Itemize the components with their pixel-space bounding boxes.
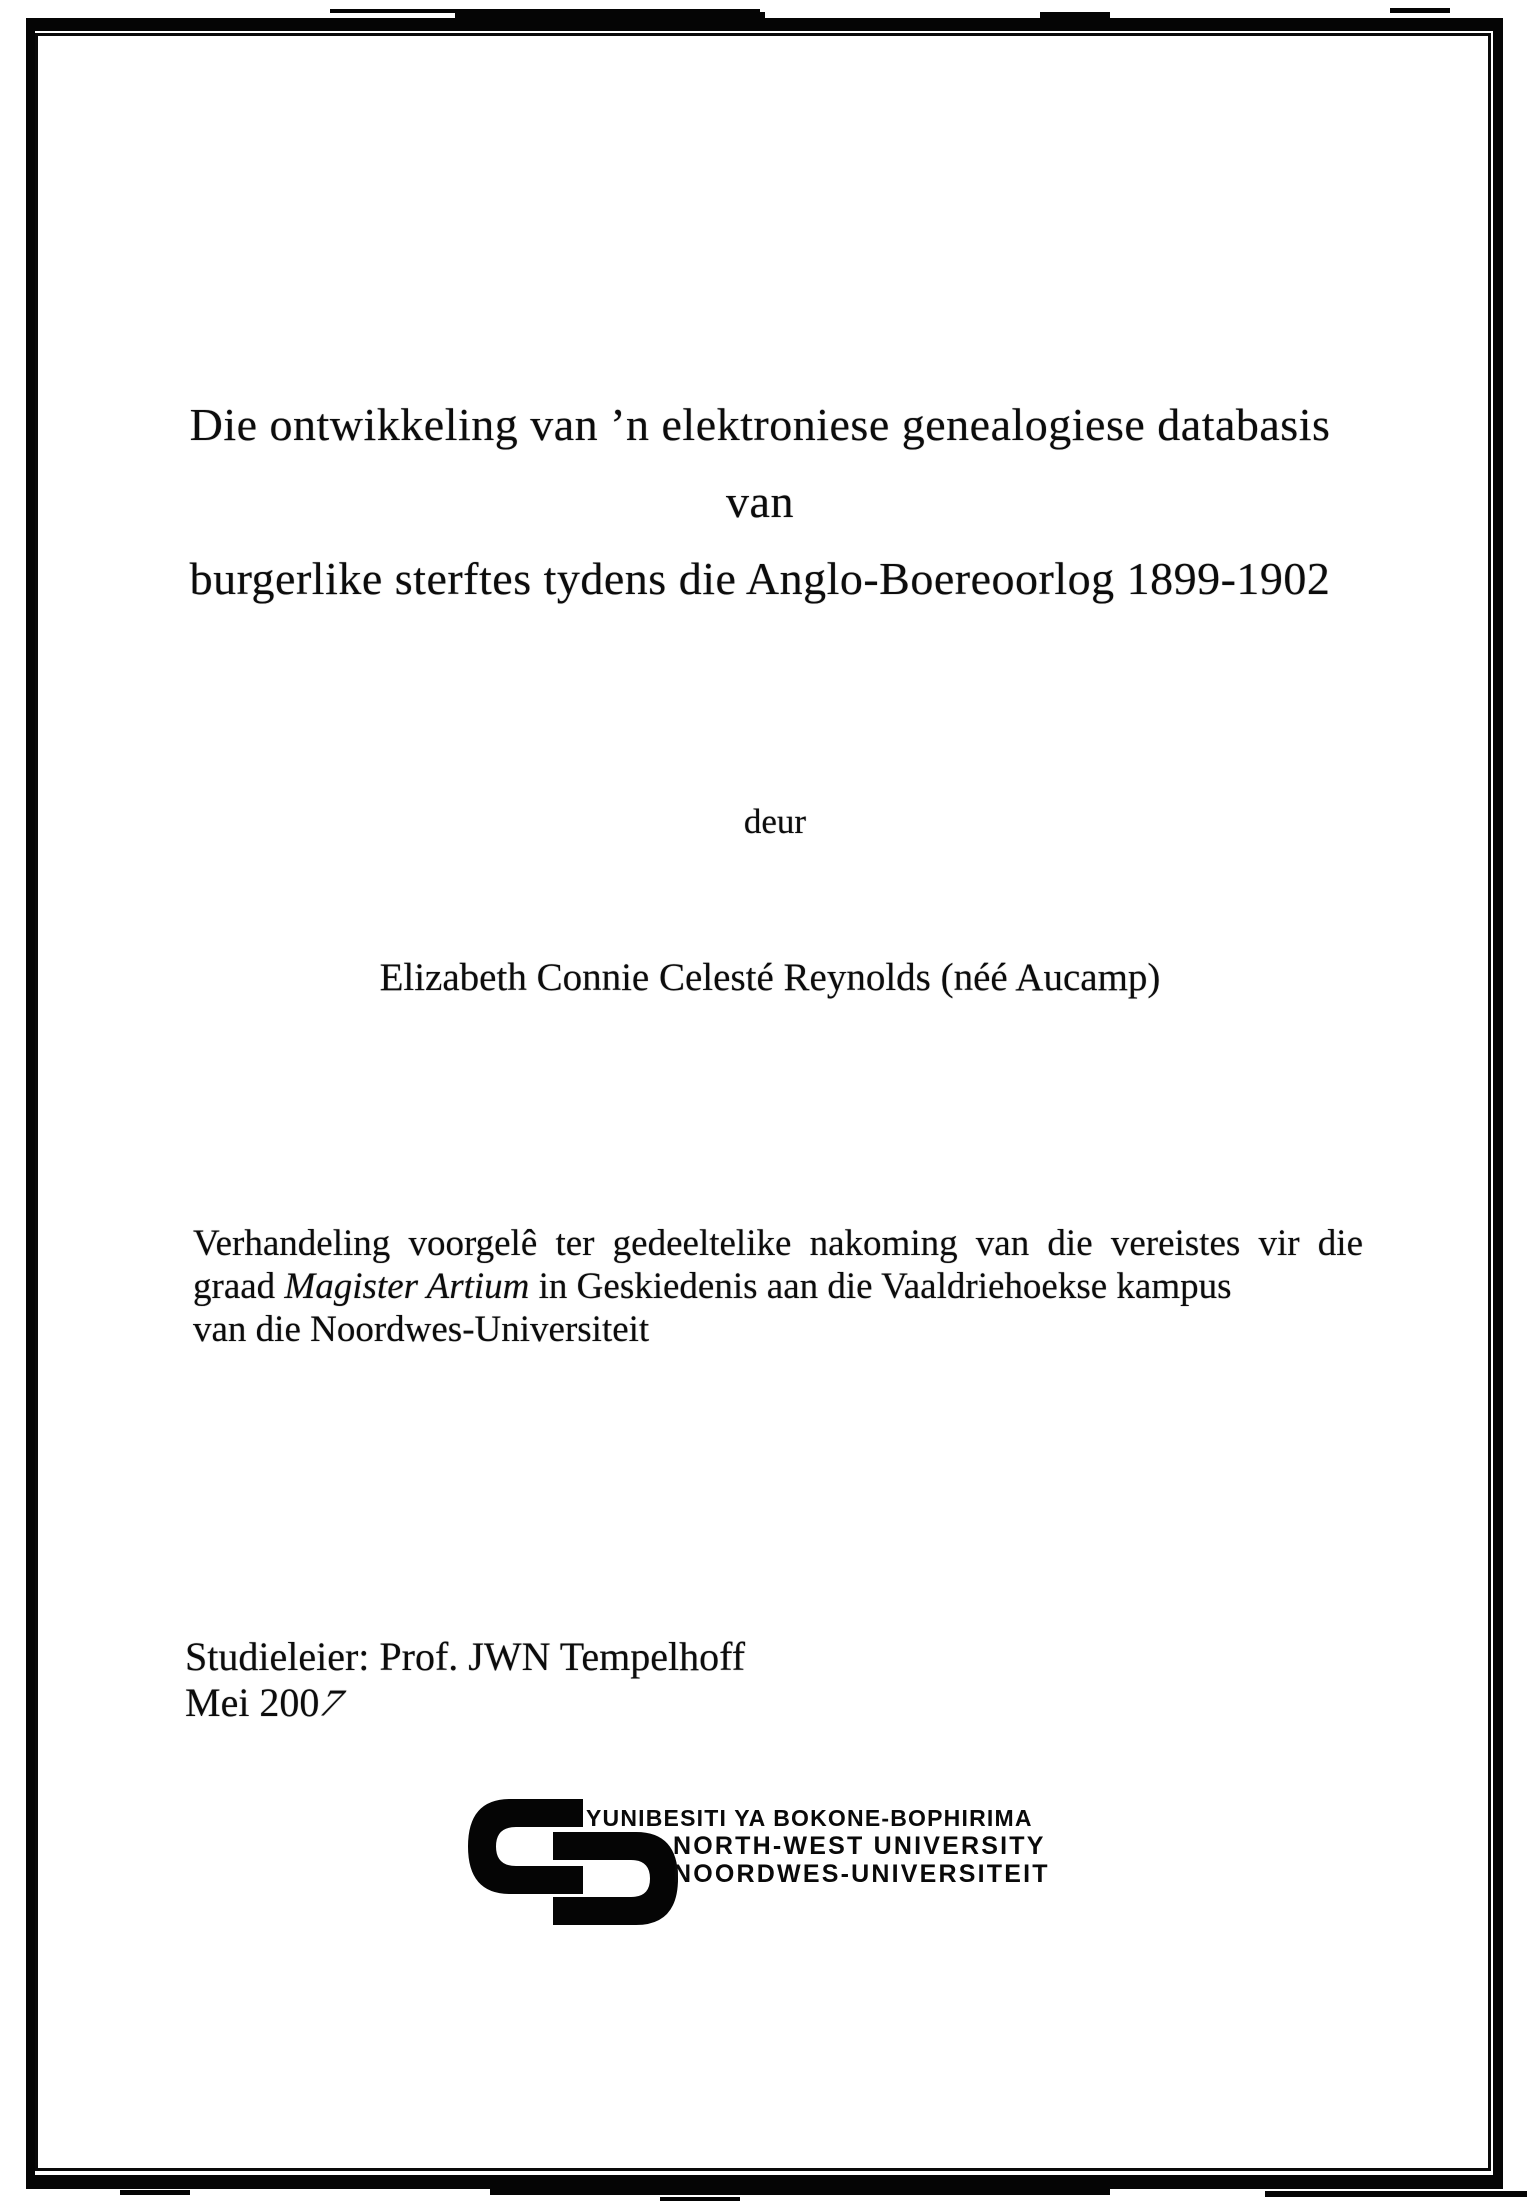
- degree-name-italic: Magister Artium: [284, 1266, 530, 1307]
- thesis-title-line-1: Die ontwikkeling van ’n elektroniese genealogiese databasis van: [189, 399, 1331, 527]
- author-name: Elizabeth Connie Celesté Reynolds (néé Aucamp): [379, 956, 1161, 999]
- scan-artifact: [1265, 2191, 1527, 2197]
- date-line: [185, 1680, 745, 1726]
- scan-artifact: [455, 12, 765, 19]
- degree-statement-line-2-prefix: graad: [193, 1266, 285, 1307]
- degree-statement-line-2-suffix: in Geskiedenis aan die Vaaldriehoekse kampus: [529, 1266, 1232, 1307]
- scan-artifact: [120, 2190, 190, 2195]
- logo-text-setswana: YUNIBESITI YA BOKONE-BOPHIRIMA: [586, 1805, 1033, 1831]
- byline: deur: [743, 802, 807, 841]
- supervisor-line: Studieleier: Prof. JWN Tempelhoff: [185, 1634, 746, 1679]
- supervisor-block: [185, 1634, 745, 1726]
- scan-artifact: [490, 2189, 1110, 2195]
- degree-statement: [193, 1222, 1363, 1351]
- degree-statement-line-1: Verhandeling voorgelê ter gedeeltelike nakoming van die vereistes vir die: [193, 1223, 1363, 1264]
- thesis-title: [160, 386, 1360, 617]
- logo-text-english: NORTH-WEST UNIVERSITY: [673, 1832, 1046, 1860]
- degree-statement-line-3: van die Noordwes-Universiteit: [193, 1309, 650, 1350]
- thesis-title-line-2: burgerlike sterftes tydens die Anglo-Boereoorlog 1899-1902: [189, 553, 1331, 604]
- university-logo-text: [586, 1804, 1050, 1888]
- logo-text-afrikaans: NOORDWES-UNIVERSITEIT: [673, 1860, 1050, 1888]
- degree-statement-line-2: [193, 1265, 1363, 1308]
- scan-artifact: [1040, 12, 1110, 18]
- date-last-digit: 7: [313, 1681, 353, 1724]
- date-prefix: Mei 200: [185, 1680, 320, 1725]
- scan-artifact: [1390, 8, 1450, 13]
- scan-artifact: [660, 2197, 740, 2201]
